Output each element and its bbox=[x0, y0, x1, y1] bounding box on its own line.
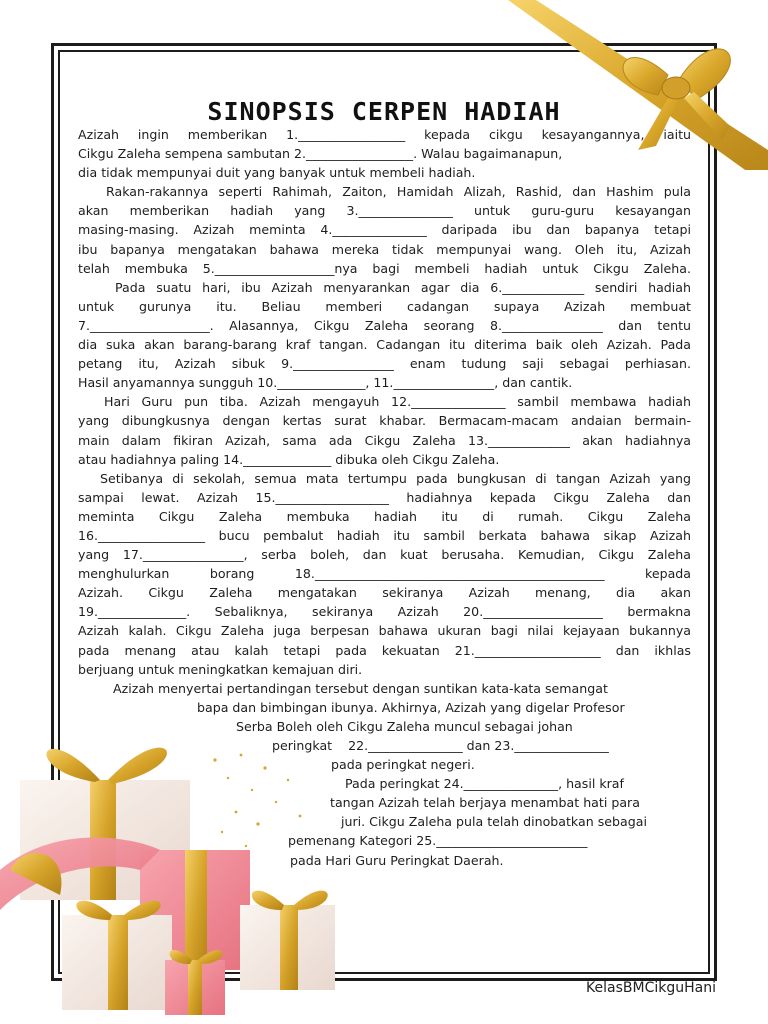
text-line: Pada peringkat 24._______________, hasil kraf bbox=[345, 776, 624, 792]
text-line: main dalam fikiran Azizah, sama ada Cikgu Zaleha 13._____________ akan hadiahnya bbox=[78, 432, 691, 448]
text-line: peringkat 22._______________ dan 23._______________ bbox=[272, 738, 609, 753]
text-line: juri. Cikgu Zaleha pula telah dinobatkan sebagai bbox=[341, 814, 647, 830]
text-line: Hari Guru pun tiba. Azizah mengayuh 12._______________ sambil membawa hadiah bbox=[104, 394, 691, 410]
text-line: telah membuka 5.___________________nya bagi membeli hadiah untuk Cikgu Zaleha. bbox=[78, 260, 691, 276]
text-line: Setibanya di sekolah, semua mata tertumpu pada bungkusan di tangan Azizah yang bbox=[100, 470, 691, 486]
text-line: Azizah kalah. Cikgu Zaleha juga berpesan bahawa ukuran bagi nilai kejayaan bukannya bbox=[78, 623, 691, 639]
text-line: Serba Boleh oleh Cikgu Zaleha muncul sebagai johan bbox=[236, 718, 573, 734]
text-line: Pada suatu hari, ibu Azizah menyarankan agar dia 6._____________ sendiri hadiah bbox=[115, 279, 691, 295]
text-line: masing-masing. Azizah meminta 4._______________ daripada ibu dan bapanya tetapi bbox=[78, 222, 691, 238]
text-line: yang 17.________________, serba boleh, dan kuat berusaha. Kemudian, Cikgu Zaleha bbox=[78, 547, 691, 563]
text-line: 19.______________. Sebaliknya, sekiranya Azizah 20.___________________ bermakna bbox=[78, 604, 691, 620]
text-line: meminta Cikgu Zaleha membuka hadiah itu di rumah. Cikgu Zaleha bbox=[78, 508, 691, 524]
text-line: yang dibungkusnya dengan kertas surat khabar. Bermacam-macam andaian bermain- bbox=[78, 413, 691, 429]
paragraph-2 bbox=[78, 182, 691, 277]
text-line: 16._________________ bucu pembalut hadiah itu sambil berkata bahawa sikap Azizah bbox=[78, 527, 691, 543]
text-line: berjuang untuk meningkatkan kemajuan diri. bbox=[78, 661, 363, 677]
gift-boxes-icon bbox=[0, 720, 350, 1024]
paragraph-5 bbox=[78, 469, 691, 679]
text-line: Cikgu Zaleha sempena sambutan 2._________________. Walau bagaimanapun, bbox=[78, 146, 563, 162]
text-line: sampai lewat. Azizah 15.__________________ hadiahnya kepada Cikgu Zaleha dan bbox=[78, 489, 691, 505]
text-line: untuk gurunya itu. Beliau memberi cadangan supaya Azizah membuat bbox=[78, 298, 691, 314]
text-line: 7.___________________. Alasannya, Cikgu Zaleha seorang 8.________________ dan tentu bbox=[78, 317, 691, 333]
text-line: pada menang atau kalah tetapi pada kekuatan 21.____________________ dan ikhlas bbox=[78, 642, 691, 658]
text-line: Rakan-rakannya seperti Rahimah, Zaiton, Hamidah Alizah, Rashid, dan Hashim pula bbox=[106, 184, 691, 200]
text-line: petang itu, Azizah sibuk 9.________________ enam tudung saji sebagai perhiasan. bbox=[78, 356, 691, 372]
text-line: pada Hari Guru Peringkat Daerah. bbox=[290, 852, 504, 868]
paragraph-3 bbox=[78, 278, 691, 393]
text-line: Hasil anyamannya sungguh 10.______________, 11.________________, dan cantik. bbox=[78, 375, 573, 391]
text-line: dia suka akan barang-barang kraf tangan. Cadangan itu diterima baik oleh Azizah. Pada bbox=[78, 337, 691, 353]
page-title: SINOPSIS CERPEN HADIAH bbox=[207, 96, 561, 126]
text-line: pemenang Kategori 25.________________________ bbox=[288, 833, 588, 849]
text-line: dia tidak mempunyai duit yang banyak untuk membeli hadiah. bbox=[78, 165, 476, 181]
text-line: tangan Azizah telah berjaya menambat hati para bbox=[330, 795, 640, 811]
paragraph-4 bbox=[78, 392, 691, 468]
text-line: atau hadiahnya paling 14.______________ dibuka oleh Cikgu Zaleha. bbox=[78, 451, 500, 467]
text-line: Azizah. Cikgu Zaleha mengatakan sekiranya Azizah menang, dia akan bbox=[78, 585, 691, 601]
text-line: ibu bapanya mengatakan bahawa mereka tidak mempunyai wang. Oleh itu, Azizah bbox=[78, 241, 691, 257]
text-line: Azizah menyertai pertandingan tersebut dengan suntikan kata-kata semangat bbox=[113, 680, 608, 696]
paragraph-1 bbox=[78, 125, 691, 182]
text-line: menghulurkan borang 18.______________________________________________ kepada bbox=[78, 566, 691, 582]
text-line: akan memberikan hadiah yang 3._______________ untuk guru-guru kesayangan bbox=[78, 203, 691, 219]
text-line: pada peringkat negeri. bbox=[331, 757, 475, 773]
text-line: bapa dan bimbingan ibunya. Akhirnya, Azizah yang digelar Profesor bbox=[197, 699, 625, 715]
text-line: Azizah ingin memberikan 1._________________ kepada cikgu kesayangannya, iaitu bbox=[78, 127, 691, 142]
credit-watermark: KelasBMCikguHani bbox=[586, 980, 716, 996]
